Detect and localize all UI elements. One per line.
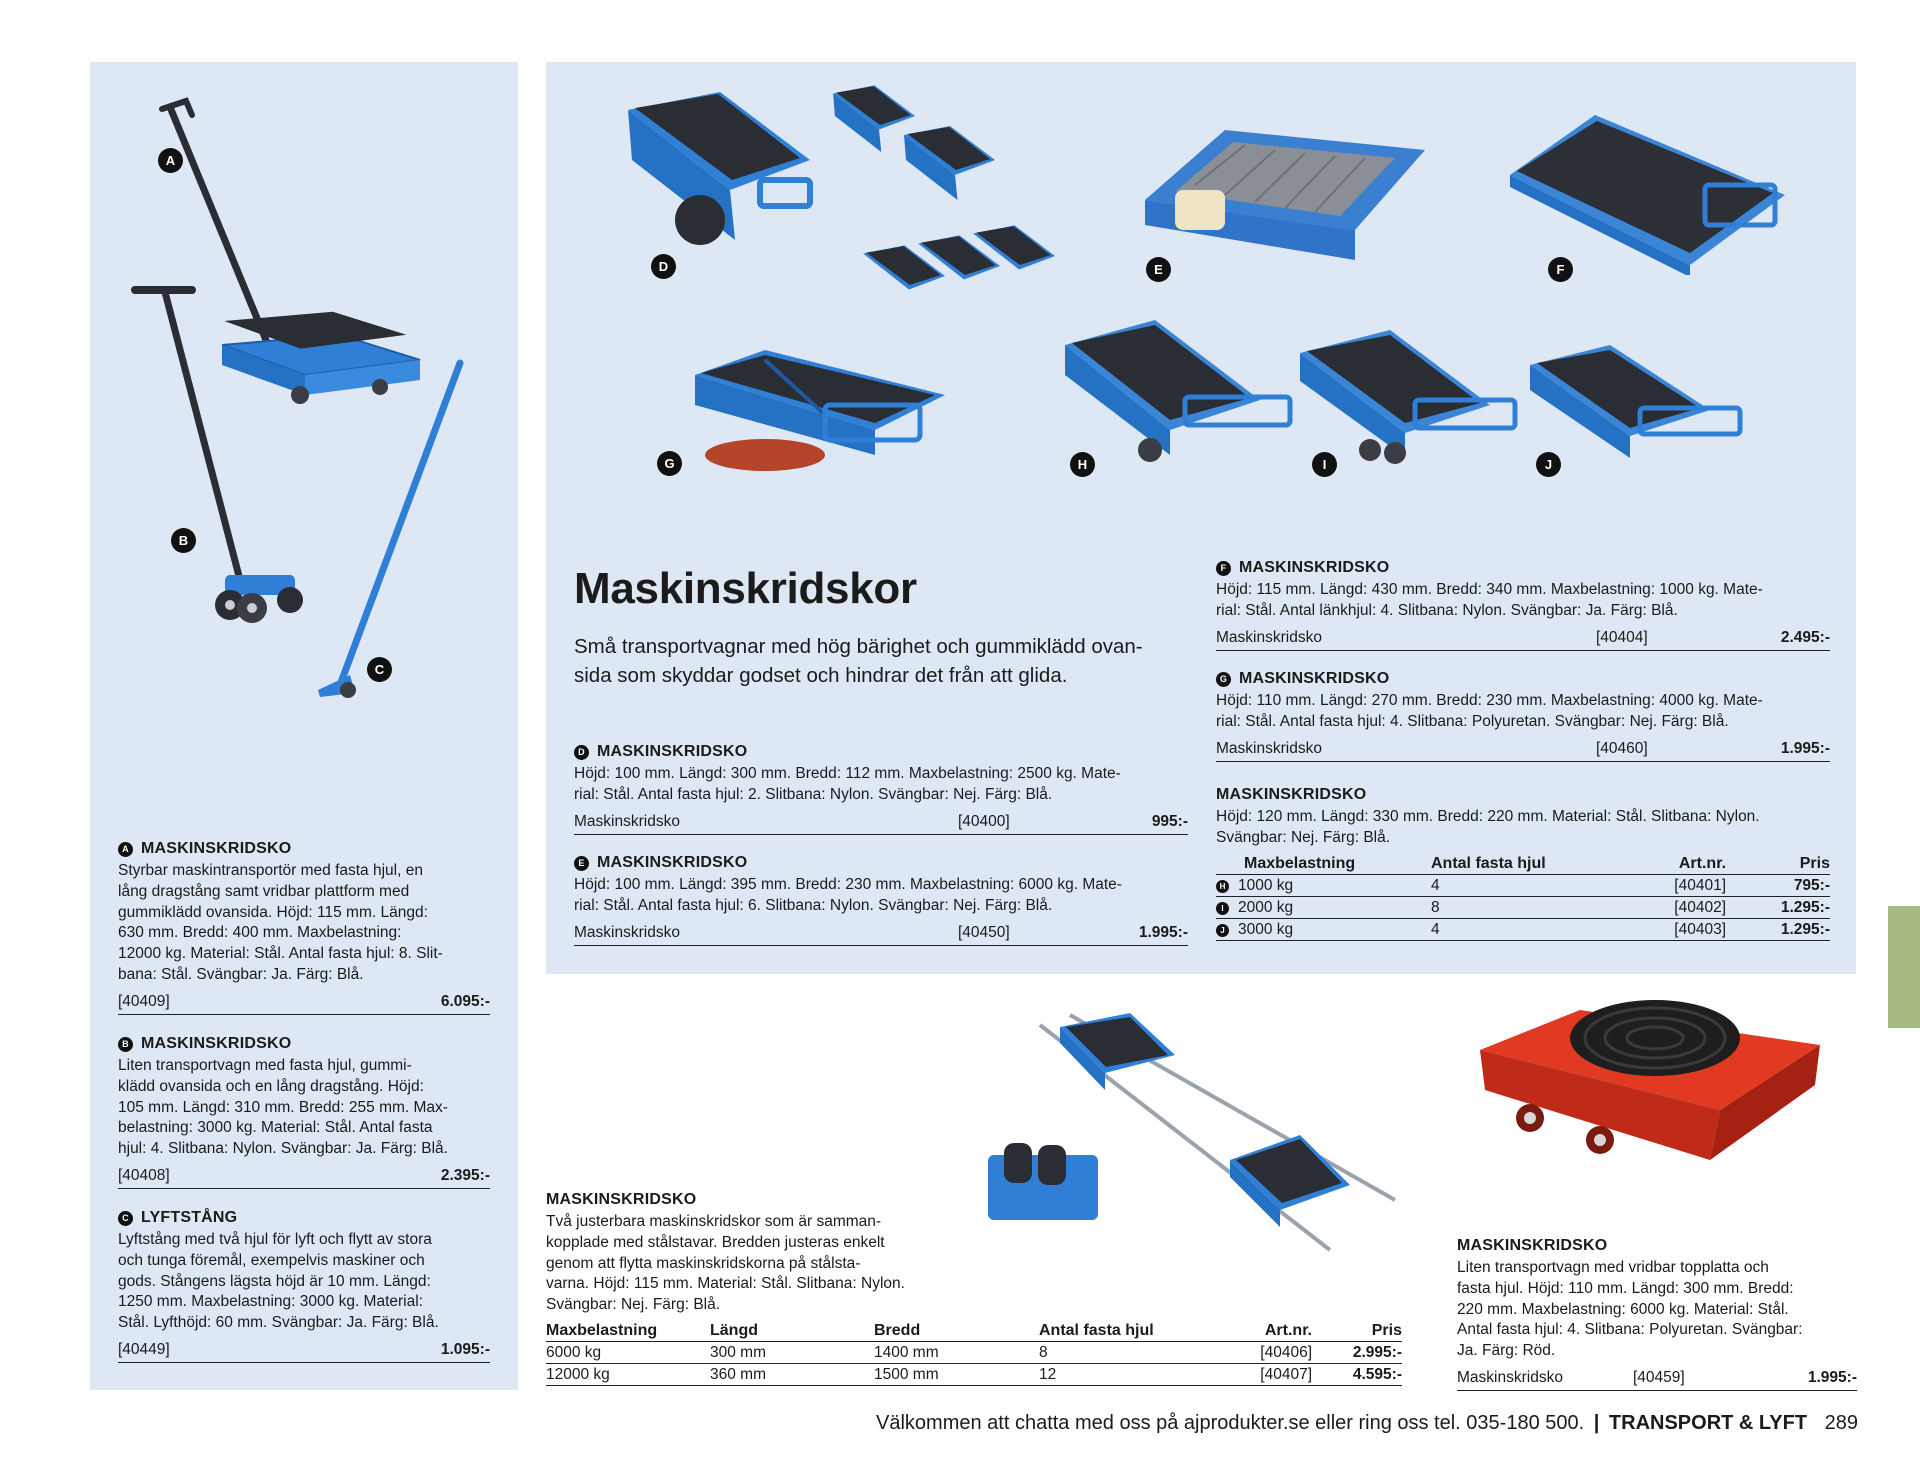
badge-i-mini: I — [1216, 902, 1229, 915]
badge-g: G — [657, 451, 682, 476]
price: 995:- — [1151, 812, 1188, 830]
product-g-block — [1216, 669, 1830, 762]
product-hij-table — [1216, 855, 1830, 941]
product-hij-description: Höjd: 120 mm. Längd: 330 mm. Bredd: 220 mm. Material: Stål. Slitbana: Nylon. Svängbar: Nej. Färg: Blå. — [1216, 808, 1760, 846]
article-number: [40404] — [1596, 628, 1648, 646]
table-row: 12000 kg 360 mm 1500 mm 12 [40407] 4.595:- — [546, 1363, 1402, 1385]
product-c-block — [118, 1208, 490, 1363]
product-b-image — [130, 280, 320, 630]
product-h-image — [1060, 315, 1300, 465]
article-number: [40459] — [1633, 1368, 1685, 1386]
badge-b-mini: B — [118, 1037, 133, 1052]
product-a-title: A MASKINSKRIDSKO — [118, 839, 490, 859]
badge-c: C — [367, 657, 392, 682]
col-wheels: Antal fasta hjul — [1431, 855, 1591, 875]
product-name: Maskinskridsko — [574, 923, 680, 941]
badge-e: E — [1146, 257, 1171, 282]
product-a-description: Styrbar maskintransportör med fasta hjul, en lång dragstång samt vridbar plattform med gummiklädd ovansida. Höjd: 115 mm. Längd: 630 mm. Bredd: 400 mm. Maxbelastning: 12000 kg. Material: Stål. Antal fasta hjul: 8. Slit- bana: Stål. Svängbar: Ja. Färg: Blå. — [118, 862, 443, 983]
product-red-image — [1460, 990, 1850, 1185]
badge-j-mini: J — [1216, 924, 1229, 937]
product-pair-table — [546, 1322, 1402, 1386]
product-e-title: E MASKINSKRIDSKO — [574, 853, 1188, 873]
article-number: [40400] — [958, 812, 1010, 830]
table-header: Maxbelastning Längd Bredd Antal fasta hjul Art.nr. Pris — [546, 1322, 1402, 1342]
table-row: H 1000 kg 4 [40401] 795:- — [1216, 874, 1830, 896]
badge-c-mini: C — [118, 1211, 133, 1226]
badge-f-mini: F — [1216, 561, 1231, 576]
product-e-image — [1135, 120, 1435, 270]
footer-separator: | — [1593, 1412, 1600, 1434]
footer-section: TRANSPORT & LYFT — [1608, 1412, 1808, 1434]
article-number: [40408] — [118, 1166, 170, 1184]
badge-i: I — [1312, 452, 1337, 477]
product-b-description: Liten transportvagn med fasta hjul, gummi- klädd ovansida och en lång dragstång. Höjd: 105 mm. Längd: 310 mm. Bredd: 255 mm. Max- belastning: 3000 kg. Material: Stål. Antal fasta hjul: 4. Slitbana: Nylon. Svängbar: Ja. Färg: Blå. — [118, 1057, 448, 1158]
table-row: 6000 kg 300 mm 1400 mm 8 [40406] 2.995:- — [546, 1341, 1402, 1363]
page-number: 289 — [1824, 1412, 1859, 1434]
product-c-description: Lyftstång med två hjul för lyft och flytt av stora och tunga föremål, exempelvis maskiner och gods. Stångens lägsta höjd är 10 mm. Längd: 1250 mm. Maxbelastning: 3000 kg. Material: Stål. Lyfthöjd: 60 mm. Svängbar: Ja. Färg: Blå. — [118, 1231, 439, 1332]
badge-j: J — [1536, 452, 1561, 477]
product-red-block — [1457, 1236, 1857, 1391]
product-b-price-row — [118, 1166, 490, 1189]
product-b-block — [118, 1034, 490, 1189]
product-name: Maskinskridsko — [1216, 739, 1322, 757]
article-number: [40409] — [118, 992, 170, 1010]
table-header — [1216, 855, 1830, 875]
article-number: [40460] — [1596, 739, 1648, 757]
article-number: [40449] — [118, 1340, 170, 1358]
product-f-block — [1216, 558, 1830, 651]
badge-a: A — [158, 148, 183, 173]
col-price: Pris — [1726, 855, 1830, 875]
table-row: I 2000 kg 8 [40402] 1.295:- — [1216, 896, 1830, 918]
product-red-title: MASKINSKRIDSKO — [1457, 1237, 1608, 1254]
product-pair-description: Två justerbara maskinskridskor som är samman- kopplade med stålstavar. Bredden justeras enkelt genom att flytta maskinskridskorna på stålsta- varna. Höjd: 115 mm. Material: Stål. Slitbana: Nylon. Svängbar: Nej. Färg: Blå. — [546, 1213, 905, 1314]
product-f-price-row — [1216, 628, 1830, 651]
product-b-title: B MASKINSKRIDSKO — [118, 1034, 490, 1054]
page-footer — [876, 1412, 1858, 1435]
price: 1.095:- — [440, 1340, 490, 1358]
product-d-description: Höjd: 100 mm. Längd: 300 mm. Bredd: 112 mm. Maxbelastning: 2500 kg. Mate- rial: Stål. Antal fasta hjul: 2. Slitbana: Nylon. Svängbar: Nej. Färg: Blå. — [574, 765, 1121, 803]
product-g-image — [685, 345, 955, 485]
page-title: Maskinskridskor — [574, 564, 917, 613]
product-e-description: Höjd: 100 mm. Längd: 395 mm. Bredd: 230 mm. Maxbelastning: 6000 kg. Mate- rial: Stål. Antal fasta hjul: 6. Slitbana: Nylon. Svängbar: Nej. Färg: Blå. — [574, 876, 1122, 914]
product-g-price-row — [1216, 739, 1830, 762]
intro-text: Små transportvagnar med hög bärighet och gummiklädd ovan- sida som skyddar godset och hindrar det från att glida. — [574, 635, 1143, 687]
product-pair-title: MASKINSKRIDSKO — [546, 1191, 697, 1208]
badge-e-mini: E — [574, 856, 589, 871]
badge-a-mini: A — [118, 842, 133, 857]
product-red-price-row — [1457, 1368, 1857, 1391]
product-f-title: F MASKINSKRIDSKO — [1216, 558, 1830, 578]
badge-f: F — [1548, 257, 1573, 282]
product-a-block — [118, 839, 490, 1015]
col-maxbelastning: Maxbelastning — [1216, 855, 1431, 875]
product-f-image — [1505, 115, 1790, 275]
section-tab — [1888, 906, 1920, 1028]
product-e-price-row — [574, 923, 1188, 946]
product-a-price-row — [118, 992, 490, 1015]
product-d-title: D MASKINSKRIDSKO — [574, 742, 1188, 762]
badge-b: B — [171, 528, 196, 553]
price: 6.095:- — [440, 992, 490, 1010]
product-f-description: Höjd: 115 mm. Längd: 430 mm. Bredd: 340 mm. Maxbelastning: 1000 kg. Mate- rial: Stål. Antal länkhjul: 4. Slitbana: Nylon. Svängbar: Ja. Färg: Blå. — [1216, 581, 1763, 619]
table-row: J 3000 kg 4 [40403] 1.295:- — [1216, 918, 1830, 940]
price: 2.495:- — [1780, 628, 1830, 646]
article-number: [40450] — [958, 923, 1010, 941]
col-art: Art.nr. — [1591, 855, 1726, 875]
product-c-image — [310, 355, 470, 705]
price: 2.395:- — [440, 1166, 490, 1184]
product-c-price-row — [118, 1340, 490, 1363]
product-name: Maskinskridsko — [1216, 628, 1322, 646]
footer-contact-text: Välkommen att chatta med oss på ajprodukter.se eller ring oss tel. 035-180 500. — [876, 1412, 1585, 1434]
product-c-title: C LYFTSTÅNG — [118, 1208, 490, 1228]
price: 1.995:- — [1807, 1368, 1857, 1386]
badge-d: D — [651, 254, 676, 279]
badge-g-mini: G — [1216, 672, 1231, 687]
price: 1.995:- — [1780, 739, 1830, 757]
product-pair-block — [546, 1190, 1402, 1386]
product-i-image — [1295, 325, 1525, 465]
product-name: Maskinskridsko — [574, 812, 680, 830]
product-name: Maskinskridsko — [1457, 1368, 1563, 1386]
product-d-image — [610, 80, 1060, 320]
product-j-image — [1525, 340, 1750, 470]
product-g-title: G MASKINSKRIDSKO — [1216, 669, 1830, 689]
badge-d-mini: D — [574, 745, 589, 760]
product-hij-block — [1216, 785, 1830, 941]
badge-h-mini: H — [1216, 880, 1229, 893]
product-d-block — [574, 742, 1188, 835]
price: 1.995:- — [1138, 923, 1188, 941]
product-g-description: Höjd: 110 mm. Längd: 270 mm. Bredd: 230 mm. Maxbelastning: 4000 kg. Mate- rial: Stål. Antal fasta hjul: 4. Slitbana: Polyuretan. Svängbar: Nej. Färg: Blå. — [1216, 692, 1763, 730]
product-d-price-row — [574, 812, 1188, 835]
product-hij-title: MASKINSKRIDSKO — [1216, 786, 1367, 803]
product-e-block — [574, 853, 1188, 946]
badge-h: H — [1070, 452, 1095, 477]
product-red-description: Liten transportvagn med vridbar topplatta och fasta hjul. Höjd: 110 mm. Längd: 300 mm. Bredd: 220 mm. Maxbelastning: 6000 kg. Material: Stål. Antal fasta hjul: 4. Slitbana: Polyuretan. Svängbar: Ja. Färg: Röd. — [1457, 1259, 1803, 1360]
